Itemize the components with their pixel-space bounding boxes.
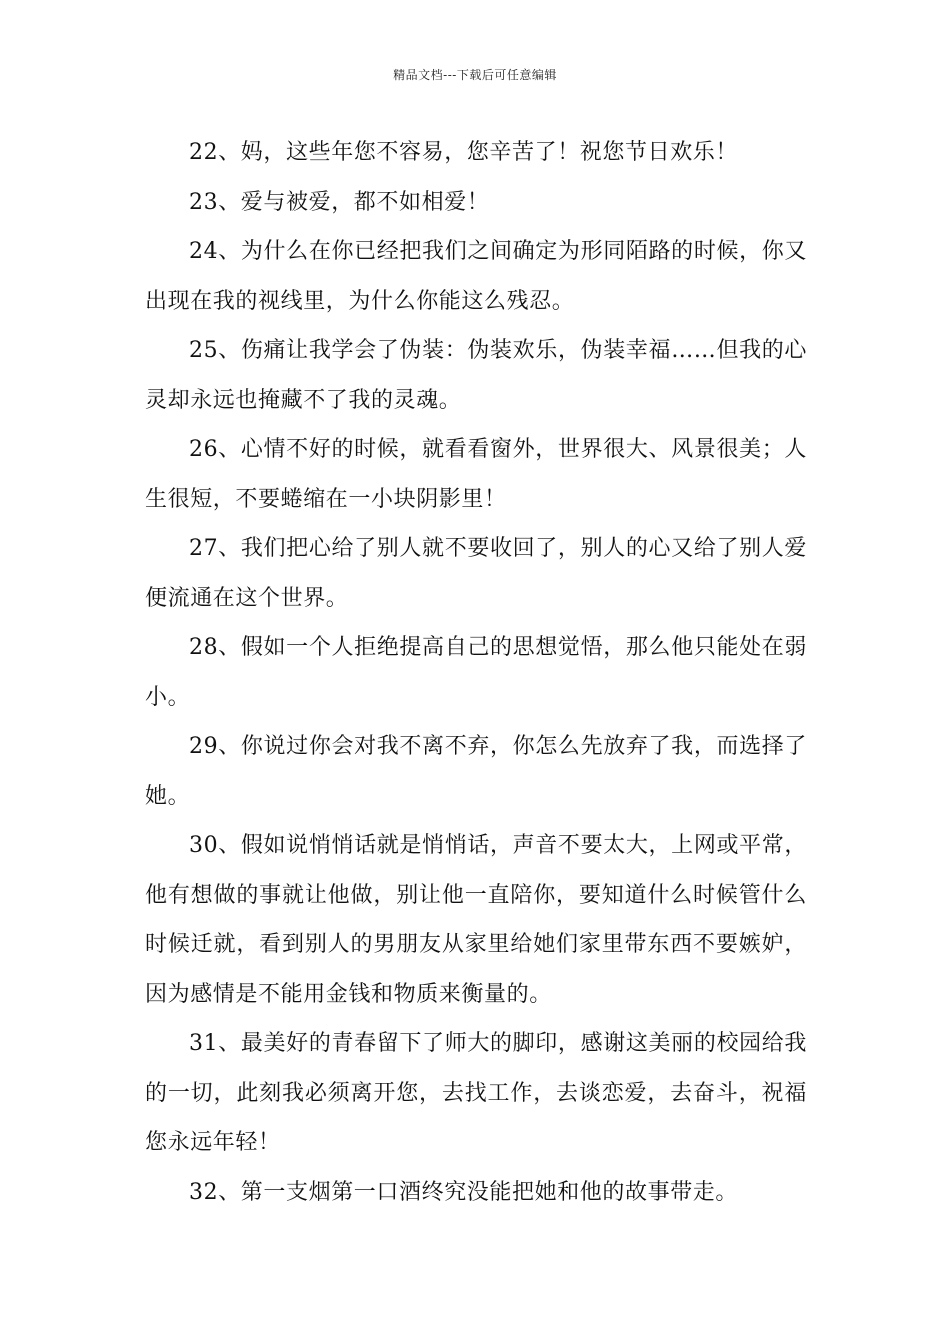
document-body: [145, 128, 807, 1217]
paragraph-32: 32、第一支烟第一口酒终究没能把她和他的故事带走。: [189, 1179, 738, 1205]
paragraph-30: 30、假如说悄悄话就是悄悄话，声音不要太大，上网或平常，他有想做的事就让他做，别让他一直陪你，要知道什么时候管什么时候迁就，看到别人的男朋友从家里给她们家里带东西不要嫉妒，因为感情是不能用金钱和物质来衡量的。: [145, 833, 807, 1007]
paragraph-24: 24、为什么在你已经把我们之间确定为形同陌路的时候，你又出现在我的视线里，为什么你能这么残忍。: [145, 239, 807, 314]
paragraph-23: 23、爱与被爱，都不如相爱！: [189, 189, 490, 215]
paragraph-27: 27、我们把心给了别人就不要收回了，别人的心又给了别人爱便流通在这个世界。: [145, 536, 807, 611]
paragraph-26: 26、心情不好的时候，就看看窗外，世界很大、风景很美；人生很短，不要蜷缩在一小块阴影里！: [145, 437, 807, 512]
paragraph-28: 28、假如一个人拒绝提高自己的思想觉悟，那么他只能处在弱小。: [145, 635, 807, 710]
paragraph-31: 31、最美好的青春留下了师大的脚印，感谢这美丽的校园给我的一切，此刻我必须离开您，去找工作，去谈恋爱，去奋斗，祝福您永远年轻！: [145, 1031, 807, 1155]
paragraph-22: 22、妈，这些年您不容易，您辛苦了！祝您节日欢乐！: [189, 140, 738, 165]
paragraph-29: 29、你说过你会对我不离不弃，你怎么先放弃了我，而选择了她。: [145, 734, 807, 809]
paragraph-25: 25、伤痛让我学会了伪装：伪装欢乐，伪装幸福……但我的心灵却永远也掩藏不了我的灵魂。: [145, 338, 807, 413]
page-header: 精品文档---下载后可任意编辑: [393, 68, 557, 82]
